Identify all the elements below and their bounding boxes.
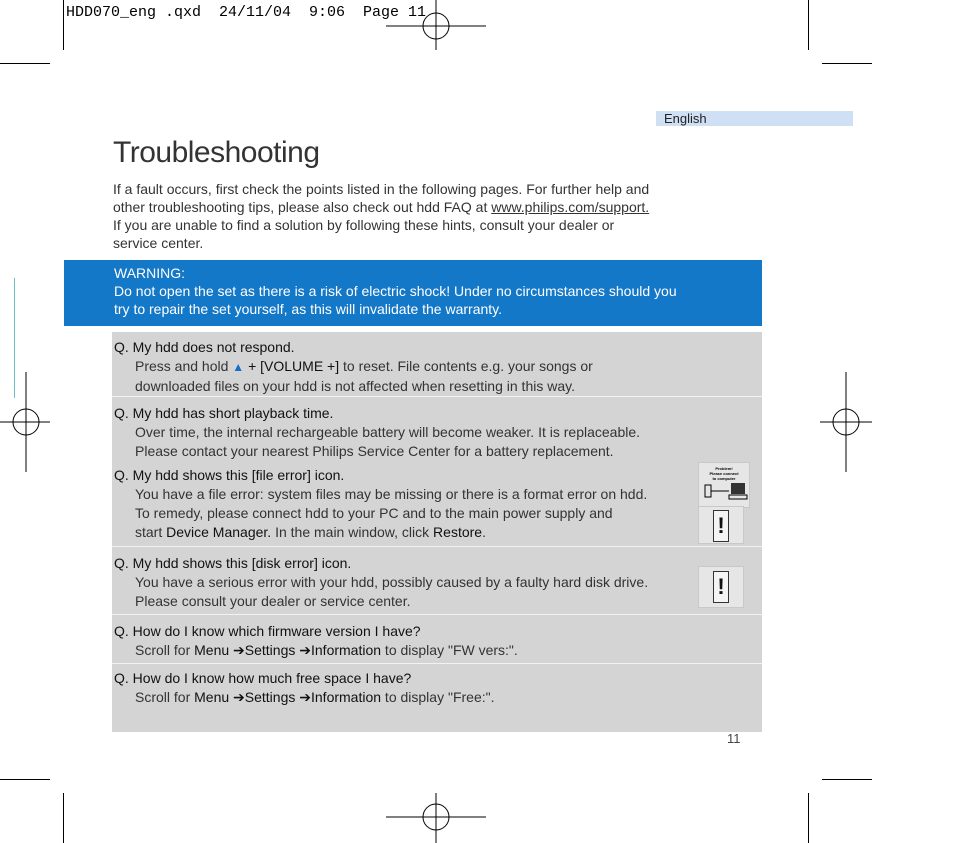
faq-question: Q. My hdd does not respond.	[114, 339, 295, 355]
disk-error-icon-box	[698, 566, 744, 608]
divider	[112, 614, 762, 615]
faq-question: Q. How do I know how much free space I have?	[114, 670, 412, 686]
faq-answer: You have a serious error with your hdd, possibly caused by a faulty hard disk drive.	[135, 574, 649, 590]
intro-line: service center.	[113, 235, 204, 251]
answer-text: to reset. File contents e.g. your songs or	[339, 358, 593, 374]
divider	[112, 546, 762, 547]
faq-answer: To remedy, please connect hdd to your PC and to the main power supply and	[135, 505, 613, 521]
crop-mark	[822, 779, 872, 780]
menu-label: Menu	[194, 642, 234, 658]
arrow-right-icon: ➔	[299, 689, 311, 705]
information-label: Information	[311, 689, 382, 705]
faq-question: Q. How do I know which firmware version I have?	[114, 623, 421, 639]
icon-caption	[699, 466, 749, 481]
crop-mark	[0, 779, 50, 780]
faq-answer	[112, 357, 762, 377]
device-manager-label: Device Manager.	[166, 524, 272, 540]
arrow-right-icon: ➔	[299, 642, 311, 658]
language-label: English	[664, 111, 707, 126]
arrow-right-icon: ➔	[233, 689, 245, 705]
page-number: 11	[727, 731, 741, 746]
faq-answer	[112, 641, 762, 660]
icon-caption-line: Problem!	[715, 466, 733, 471]
page-title: Troubleshooting	[113, 136, 320, 169]
warning-text: try to repair the set yourself, as this will invalidate the warranty.	[114, 301, 503, 317]
print-slug: HDD070_eng .qxd 24/11/04 9:06 Page 11	[66, 4, 427, 21]
restore-label: Restore	[433, 524, 483, 540]
answer-text: Scroll for	[135, 689, 195, 705]
information-label: Information	[311, 642, 382, 658]
answer-text: to display "Free:".	[381, 689, 495, 705]
crop-mark	[0, 63, 50, 64]
file-error-icon-box	[698, 506, 744, 544]
crop-mark	[808, 0, 809, 50]
crop-mark	[822, 63, 872, 64]
intro-text: other troubleshooting tips, please also check out hdd FAQ at	[113, 199, 492, 215]
faq-question: Q. My hdd has short playback time.	[114, 405, 334, 421]
answer-text: start	[135, 524, 167, 540]
crop-mark	[63, 793, 64, 843]
settings-label: Settings	[244, 642, 300, 658]
intro-paragraph	[113, 180, 713, 252]
registration-mark-right	[820, 372, 872, 472]
menu-label: Menu	[194, 689, 234, 705]
divider	[112, 396, 762, 397]
faq-item	[112, 669, 762, 707]
up-triangle-icon: ▲	[232, 360, 245, 374]
faq-item	[112, 554, 762, 611]
warning-text: Do not open the set as there is a risk of electric shock! Under no circumstances should you	[114, 283, 677, 299]
key-combo: + [VOLUME +]	[244, 358, 340, 374]
faq-item	[112, 466, 762, 542]
faq-question: Q. My hdd shows this [disk error] icon.	[114, 555, 352, 571]
faq-answer	[112, 523, 762, 542]
exclamation-icon: !	[713, 510, 729, 542]
margin-guide	[14, 278, 15, 398]
support-link[interactable]: www.philips.com/support.	[491, 199, 650, 215]
faq-answer: downloaded files on your hdd is not affected when resetting in this way.	[135, 378, 575, 394]
icon-caption-line: to computer	[712, 476, 736, 481]
faq-panel	[112, 332, 762, 732]
settings-label: Settings	[244, 689, 300, 705]
faq-item	[112, 338, 762, 396]
arrow-right-icon: ➔	[233, 642, 245, 658]
warning-box	[64, 260, 762, 326]
faq-item	[112, 622, 762, 660]
connect-computer-icon	[699, 481, 749, 503]
crop-mark	[808, 793, 809, 843]
intro-line: If you are unable to find a solution by following these hints, consult your dealer or	[113, 217, 615, 233]
faq-answer: Over time, the internal rechargeable battery will become weaker. It is replaceable.	[135, 424, 641, 440]
disk-error-icon: !	[713, 571, 729, 603]
faq-answer: You have a file error: system files may be missing or there is a format error on hdd.	[135, 486, 648, 502]
faq-question: Q. My hdd shows this [file error] icon.	[114, 467, 345, 483]
registration-mark-top	[386, 0, 486, 50]
registration-mark-left	[0, 372, 50, 472]
file-error-screen-icon	[698, 462, 750, 508]
faq-answer: Please consult your dealer or service center.	[135, 593, 411, 609]
warning-heading: WARNING:	[114, 265, 186, 281]
faq-answer	[112, 688, 762, 707]
intro-line: If a fault occurs, first check the points listed in the following pages. For further help and	[113, 181, 650, 197]
intro-line	[113, 198, 713, 216]
divider	[112, 663, 762, 664]
language-tab	[656, 111, 853, 126]
answer-text: In the main window, click	[271, 524, 434, 540]
crop-mark	[63, 0, 64, 50]
answer-text: to display "FW vers:".	[381, 642, 518, 658]
answer-text: .	[482, 524, 486, 540]
registration-mark-bottom	[386, 793, 486, 843]
faq-answer: Please contact your nearest Philips Service Center for a battery replacement.	[135, 443, 614, 459]
icon-caption-line: Please connect	[709, 471, 739, 476]
answer-text: Scroll for	[135, 642, 195, 658]
faq-item	[112, 404, 762, 461]
answer-text: Press and hold	[135, 358, 233, 374]
